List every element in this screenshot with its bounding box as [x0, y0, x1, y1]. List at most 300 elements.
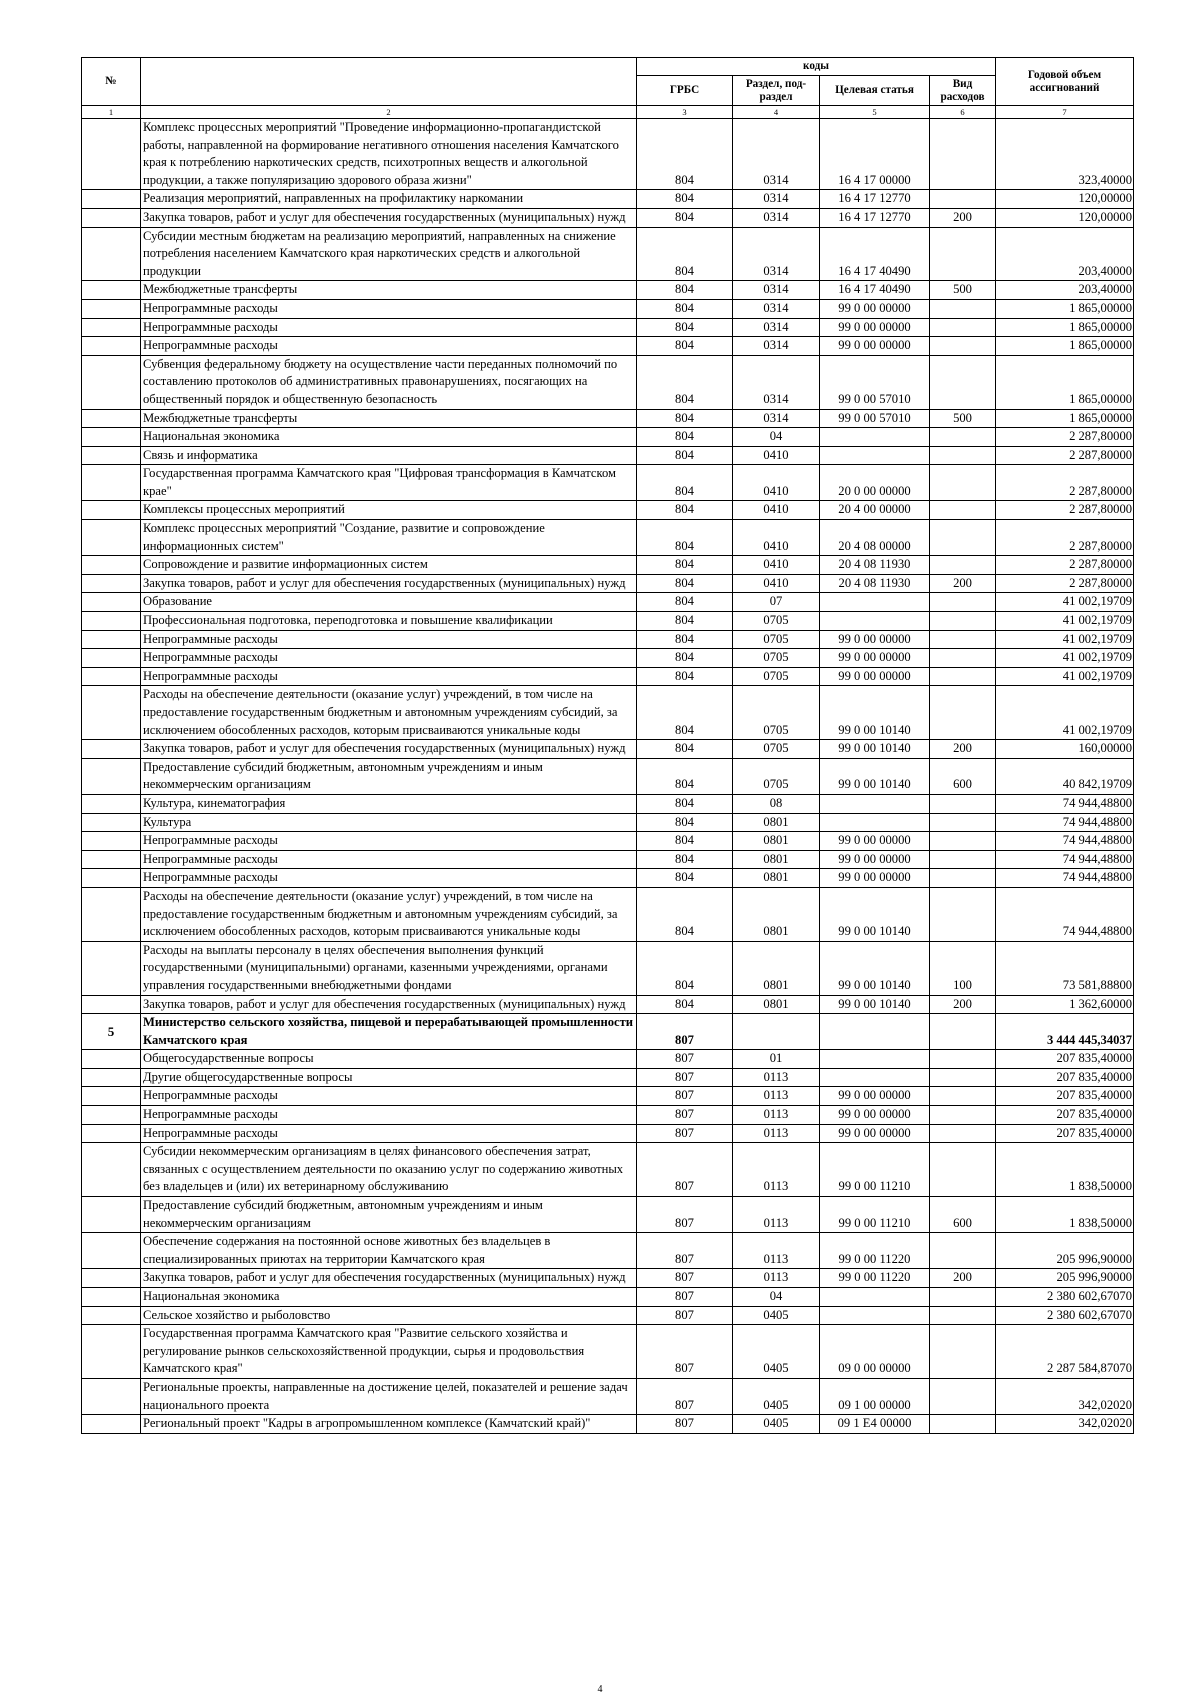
- header-grbs: ГРБС: [637, 76, 733, 106]
- row-name: Межбюджетные трансферты: [141, 409, 637, 428]
- row-amount: 2 287,80000: [996, 428, 1134, 447]
- row-target-article: 99 0 00 11220: [820, 1269, 930, 1288]
- page-number: 4: [597, 1684, 603, 1695]
- column-number: 2: [141, 106, 637, 119]
- table-row: [82, 574, 1134, 593]
- row-amount: 74 944,48800: [996, 794, 1134, 813]
- row-expense-type: 200: [930, 995, 996, 1014]
- row-name: Комплекс процессных мероприятий "Проведение информационно-пропагандистской работы, направленной на формирование негативного отношения населения Камчатского края к потреблению наркотических средств, психотропных веществ и алкогольной продукции, а также популяризацию здорового образа жизни": [141, 119, 637, 190]
- row-section-code: 08: [733, 794, 820, 813]
- row-number: [82, 208, 141, 227]
- row-number: [82, 355, 141, 409]
- row-grbs-code: 804: [637, 887, 733, 941]
- row-number: [82, 1233, 141, 1269]
- table-row: [82, 593, 1134, 612]
- table-row: [82, 740, 1134, 759]
- row-grbs-code: 804: [637, 428, 733, 447]
- row-expense-type: [930, 1325, 996, 1379]
- row-expense-type: [930, 649, 996, 668]
- row-target-article: 99 0 00 10140: [820, 686, 930, 740]
- row-target-article: 99 0 00 00000: [820, 1087, 930, 1106]
- row-section-code: 07: [733, 593, 820, 612]
- row-number: [82, 318, 141, 337]
- row-number: [82, 1050, 141, 1069]
- row-expense-type: 200: [930, 740, 996, 759]
- row-number: [82, 465, 141, 501]
- row-amount: 41 002,19709: [996, 686, 1134, 740]
- row-amount: 207 835,40000: [996, 1087, 1134, 1106]
- table-row: [82, 1124, 1134, 1143]
- row-section-code: 0314: [733, 299, 820, 318]
- row-section-code: 0314: [733, 337, 820, 356]
- row-number: [82, 758, 141, 794]
- row-number: [82, 1068, 141, 1087]
- row-expense-type: [930, 686, 996, 740]
- table-row: [82, 1197, 1134, 1233]
- row-amount: 342,02020: [996, 1415, 1134, 1434]
- column-number: 6: [930, 106, 996, 119]
- row-target-article: [820, 612, 930, 631]
- row-target-article: 99 0 00 00000: [820, 630, 930, 649]
- row-name: Министерство сельского хозяйства, пищевой и перерабатывающей промышленности Камчатского края: [141, 1014, 637, 1050]
- row-target-article: 99 0 00 00000: [820, 649, 930, 668]
- row-number: [82, 1415, 141, 1434]
- row-expense-type: [930, 1087, 996, 1106]
- row-number: [82, 686, 141, 740]
- row-grbs-code: 804: [637, 740, 733, 759]
- row-section-code: 0410: [733, 501, 820, 520]
- row-number: [82, 1288, 141, 1307]
- row-expense-type: [930, 190, 996, 209]
- row-grbs-code: 804: [637, 612, 733, 631]
- row-section-code: 0801: [733, 887, 820, 941]
- row-amount: 203,40000: [996, 281, 1134, 300]
- row-target-article: 20 4 00 00000: [820, 501, 930, 520]
- table-row: [82, 1415, 1134, 1434]
- row-amount: 205 996,90000: [996, 1233, 1134, 1269]
- row-expense-type: [930, 612, 996, 631]
- table-row: [82, 1068, 1134, 1087]
- column-number: 1: [82, 106, 141, 119]
- column-number: 4: [733, 106, 820, 119]
- row-grbs-code: 807: [637, 1197, 733, 1233]
- row-amount: 207 835,40000: [996, 1068, 1134, 1087]
- row-target-article: 09 0 00 00000: [820, 1325, 930, 1379]
- row-expense-type: [930, 832, 996, 851]
- row-amount: 41 002,19709: [996, 649, 1134, 668]
- row-name: Региональные проекты, направленные на достижение целей, показателей и решение задач национального проекта: [141, 1378, 637, 1414]
- row-amount: 2 287,80000: [996, 465, 1134, 501]
- row-grbs-code: 804: [637, 299, 733, 318]
- row-amount: 2 287,80000: [996, 446, 1134, 465]
- row-grbs-code: 804: [637, 520, 733, 556]
- row-amount: 2 287,80000: [996, 501, 1134, 520]
- row-number: [82, 574, 141, 593]
- row-expense-type: [930, 593, 996, 612]
- table-row: [82, 409, 1134, 428]
- table-row: [82, 850, 1134, 869]
- row-section-code: 0801: [733, 941, 820, 995]
- row-amount: 74 944,48800: [996, 887, 1134, 941]
- row-section-code: 0801: [733, 832, 820, 851]
- row-section-code: 0113: [733, 1124, 820, 1143]
- row-amount: 41 002,19709: [996, 667, 1134, 686]
- row-section-code: 0314: [733, 227, 820, 281]
- row-name: Непрограммные расходы: [141, 1087, 637, 1106]
- row-target-article: 20 4 08 00000: [820, 520, 930, 556]
- table-row: [82, 1143, 1134, 1197]
- row-section-code: 0113: [733, 1087, 820, 1106]
- row-grbs-code: 804: [637, 832, 733, 851]
- table-row: [82, 119, 1134, 190]
- row-name: Профессиональная подготовка, переподготовка и повышение квалификации: [141, 612, 637, 631]
- row-section-code: 0314: [733, 208, 820, 227]
- column-number: 3: [637, 106, 733, 119]
- row-amount: 1 362,60000: [996, 995, 1134, 1014]
- row-section-code: 0410: [733, 446, 820, 465]
- row-expense-type: [930, 794, 996, 813]
- row-number: [82, 1325, 141, 1379]
- table-row: [82, 520, 1134, 556]
- row-amount: 41 002,19709: [996, 593, 1134, 612]
- table-row: [82, 501, 1134, 520]
- row-name: Государственная программа Камчатского края "Цифровая трансформация в Камчатском крае": [141, 465, 637, 501]
- row-name: Образование: [141, 593, 637, 612]
- table-row: [82, 1106, 1134, 1125]
- row-expense-type: [930, 1288, 996, 1307]
- row-name: Обеспечение содержания на постоянной основе животных без владельцев в специализированных приютах на территории Камчатского края: [141, 1233, 637, 1269]
- row-name: Непрограммные расходы: [141, 1124, 637, 1143]
- row-grbs-code: 807: [637, 1306, 733, 1325]
- row-number: [82, 813, 141, 832]
- row-name: Связь и информатика: [141, 446, 637, 465]
- row-target-article: 16 4 17 12770: [820, 190, 930, 209]
- header-target-article: Целевая статья: [820, 76, 930, 106]
- row-number: [82, 1106, 141, 1125]
- row-number: [82, 1269, 141, 1288]
- row-target-article: 99 0 00 00000: [820, 1124, 930, 1143]
- row-amount: 74 944,48800: [996, 813, 1134, 832]
- row-name: Закупка товаров, работ и услуг для обеспечения государственных (муниципальных) нужд: [141, 995, 637, 1014]
- row-expense-type: [930, 869, 996, 888]
- table-row: [82, 465, 1134, 501]
- row-grbs-code: 807: [637, 1014, 733, 1050]
- table-row: [82, 995, 1134, 1014]
- table-row: [82, 1233, 1134, 1269]
- row-grbs-code: 807: [637, 1087, 733, 1106]
- header-annual-volume: Годовой объем ассигнований: [996, 58, 1134, 106]
- row-number: [82, 227, 141, 281]
- row-grbs-code: 804: [637, 227, 733, 281]
- row-grbs-code: 807: [637, 1106, 733, 1125]
- row-target-article: 99 0 00 00000: [820, 850, 930, 869]
- row-name: Закупка товаров, работ и услуг для обеспечения государственных (муниципальных) нужд: [141, 1269, 637, 1288]
- row-target-article: [820, 1068, 930, 1087]
- row-number: [82, 667, 141, 686]
- row-name: Предоставление субсидий бюджетным, автономным учреждениям и иным некоммерческим организациям: [141, 758, 637, 794]
- row-grbs-code: 807: [637, 1325, 733, 1379]
- row-number: [82, 887, 141, 941]
- row-target-article: 99 0 00 10140: [820, 995, 930, 1014]
- row-target-article: [820, 813, 930, 832]
- row-name: Непрограммные расходы: [141, 299, 637, 318]
- row-amount: 1 838,50000: [996, 1143, 1134, 1197]
- column-number: 7: [996, 106, 1134, 119]
- row-amount: 40 842,19709: [996, 758, 1134, 794]
- row-section-code: 0314: [733, 119, 820, 190]
- row-grbs-code: 804: [637, 465, 733, 501]
- row-amount: 2 380 602,67070: [996, 1306, 1134, 1325]
- row-target-article: 16 4 17 12770: [820, 208, 930, 227]
- row-number: 5: [82, 1014, 141, 1050]
- row-name: Культура: [141, 813, 637, 832]
- row-amount: 120,00000: [996, 190, 1134, 209]
- row-name: Непрограммные расходы: [141, 832, 637, 851]
- row-expense-type: [930, 1143, 996, 1197]
- row-grbs-code: 804: [637, 630, 733, 649]
- row-number: [82, 941, 141, 995]
- row-expense-type: [930, 428, 996, 447]
- row-section-code: 0410: [733, 574, 820, 593]
- row-amount: 41 002,19709: [996, 630, 1134, 649]
- row-amount: 1 838,50000: [996, 1197, 1134, 1233]
- row-grbs-code: 807: [637, 1415, 733, 1434]
- row-amount: 2 287,80000: [996, 556, 1134, 575]
- row-section-code: 0113: [733, 1106, 820, 1125]
- row-section-code: 0801: [733, 995, 820, 1014]
- row-name: Государственная программа Камчатского края "Развитие сельского хозяйства и регулирование рынков сельскохозяйственной продукции, сырья и продовольствия Камчатского края": [141, 1325, 637, 1379]
- row-section-code: 0705: [733, 667, 820, 686]
- row-grbs-code: 804: [637, 574, 733, 593]
- row-expense-type: [930, 520, 996, 556]
- row-target-article: [820, 593, 930, 612]
- table-row: [82, 299, 1134, 318]
- row-expense-type: 200: [930, 574, 996, 593]
- row-expense-type: [930, 1233, 996, 1269]
- row-number: [82, 556, 141, 575]
- row-expense-type: [930, 630, 996, 649]
- table-row: [82, 1014, 1134, 1050]
- row-amount: 2 380 602,67070: [996, 1288, 1134, 1307]
- row-name: Комплекс процессных мероприятий "Создание, развитие и сопровождение информационных систем": [141, 520, 637, 556]
- row-name: Сопровождение и развитие информационных систем: [141, 556, 637, 575]
- row-expense-type: [930, 556, 996, 575]
- row-target-article: [820, 1050, 930, 1069]
- row-name: Непрограммные расходы: [141, 1106, 637, 1125]
- row-section-code: 0314: [733, 355, 820, 409]
- row-section-code: 0801: [733, 813, 820, 832]
- column-number: 5: [820, 106, 930, 119]
- row-grbs-code: 804: [637, 686, 733, 740]
- row-number: [82, 612, 141, 631]
- row-target-article: 99 0 00 10140: [820, 740, 930, 759]
- row-expense-type: [930, 299, 996, 318]
- row-amount: 1 865,00000: [996, 337, 1134, 356]
- row-name: Культура, кинематография: [141, 794, 637, 813]
- row-section-code: 0405: [733, 1378, 820, 1414]
- row-target-article: 99 0 00 00000: [820, 337, 930, 356]
- row-name: Региональный проект "Кадры в агропромышленном комплексе (Камчатский край)": [141, 1415, 637, 1434]
- table-row: [82, 355, 1134, 409]
- row-grbs-code: 804: [637, 409, 733, 428]
- row-section-code: 0405: [733, 1415, 820, 1434]
- row-grbs-code: 804: [637, 794, 733, 813]
- header-expense-type: Вид расходов: [930, 76, 996, 106]
- row-target-article: 99 0 00 00000: [820, 832, 930, 851]
- table-row: [82, 1087, 1134, 1106]
- table-row: [82, 1288, 1134, 1307]
- row-expense-type: [930, 1415, 996, 1434]
- row-section-code: 0705: [733, 758, 820, 794]
- row-target-article: [820, 1014, 930, 1050]
- row-target-article: 99 0 00 10140: [820, 887, 930, 941]
- header-number: №: [82, 58, 141, 106]
- table-row: [82, 208, 1134, 227]
- row-amount: 1 865,00000: [996, 299, 1134, 318]
- row-name: Непрограммные расходы: [141, 630, 637, 649]
- row-grbs-code: 807: [637, 1068, 733, 1087]
- row-amount: 3 444 445,34037: [996, 1014, 1134, 1050]
- row-amount: 207 835,40000: [996, 1050, 1134, 1069]
- row-number: [82, 446, 141, 465]
- row-expense-type: [930, 337, 996, 356]
- row-name: Общегосударственные вопросы: [141, 1050, 637, 1069]
- row-grbs-code: 807: [637, 1378, 733, 1414]
- row-target-article: 99 0 00 11210: [820, 1143, 930, 1197]
- row-name: Субвенция федеральному бюджету на осуществление части переданных полномочий по составлению протоколов об административных правонарушениях, посягающих на общественный порядок и общественную безопасность: [141, 355, 637, 409]
- row-grbs-code: 804: [637, 941, 733, 995]
- row-section-code: 01: [733, 1050, 820, 1069]
- table-row: [82, 428, 1134, 447]
- row-amount: 2 287 584,87070: [996, 1325, 1134, 1379]
- row-name: Комплексы процессных мероприятий: [141, 501, 637, 520]
- row-grbs-code: 804: [637, 355, 733, 409]
- row-number: [82, 649, 141, 668]
- row-target-article: 20 4 08 11930: [820, 574, 930, 593]
- row-section-code: 0410: [733, 465, 820, 501]
- row-expense-type: [930, 318, 996, 337]
- row-number: [82, 119, 141, 190]
- row-grbs-code: 804: [637, 501, 733, 520]
- row-amount: 160,00000: [996, 740, 1134, 759]
- table-row: [82, 318, 1134, 337]
- row-amount: 73 581,88800: [996, 941, 1134, 995]
- table-row: [82, 667, 1134, 686]
- row-amount: 74 944,48800: [996, 832, 1134, 851]
- row-number: [82, 740, 141, 759]
- row-section-code: 0705: [733, 630, 820, 649]
- row-expense-type: 500: [930, 409, 996, 428]
- row-target-article: [820, 1306, 930, 1325]
- row-target-article: 99 0 00 10140: [820, 758, 930, 794]
- row-number: [82, 1197, 141, 1233]
- row-grbs-code: 807: [637, 1124, 733, 1143]
- row-grbs-code: 807: [637, 1233, 733, 1269]
- table-row: [82, 337, 1134, 356]
- row-number: [82, 337, 141, 356]
- table-row: [82, 1325, 1134, 1379]
- row-expense-type: [930, 465, 996, 501]
- row-section-code: 0705: [733, 740, 820, 759]
- row-grbs-code: 804: [637, 758, 733, 794]
- row-expense-type: [930, 1124, 996, 1143]
- row-grbs-code: 804: [637, 190, 733, 209]
- row-amount: 41 002,19709: [996, 612, 1134, 631]
- row-section-code: 0314: [733, 409, 820, 428]
- row-expense-type: [930, 813, 996, 832]
- header-section: Раздел, под-раздел: [733, 76, 820, 106]
- table-row: [82, 556, 1134, 575]
- row-target-article: 16 4 17 40490: [820, 227, 930, 281]
- table-row: [82, 630, 1134, 649]
- row-name: Расходы на обеспечение деятельности (оказание услуг) учреждений, в том числе на предоставление государственным бюджетным и автономным учреждениям субсидий, за исключением обособленных расходов, которым присваиваются уникальные коды: [141, 887, 637, 941]
- row-target-article: 09 1 E4 00000: [820, 1415, 930, 1434]
- table-row: [82, 869, 1134, 888]
- row-name: Межбюджетные трансферты: [141, 281, 637, 300]
- row-grbs-code: 807: [637, 1288, 733, 1307]
- row-expense-type: 500: [930, 281, 996, 300]
- row-expense-type: [930, 1106, 996, 1125]
- row-expense-type: [930, 850, 996, 869]
- row-target-article: 99 0 00 57010: [820, 355, 930, 409]
- row-grbs-code: 804: [637, 813, 733, 832]
- row-target-article: 99 0 00 00000: [820, 318, 930, 337]
- row-amount: 74 944,48800: [996, 850, 1134, 869]
- row-amount: 1 865,00000: [996, 318, 1134, 337]
- header-name: [141, 58, 637, 106]
- row-grbs-code: 804: [637, 446, 733, 465]
- row-section-code: [733, 1014, 820, 1050]
- row-target-article: [820, 428, 930, 447]
- row-name: Сельское хозяйство и рыболовство: [141, 1306, 637, 1325]
- row-amount: 1 865,00000: [996, 355, 1134, 409]
- row-amount: 342,02020: [996, 1378, 1134, 1414]
- row-section-code: 0705: [733, 612, 820, 631]
- row-expense-type: [930, 1014, 996, 1050]
- row-expense-type: [930, 1068, 996, 1087]
- row-grbs-code: 807: [637, 1269, 733, 1288]
- row-target-article: 99 0 00 00000: [820, 1106, 930, 1125]
- table-row: [82, 612, 1134, 631]
- row-expense-type: [930, 119, 996, 190]
- row-number: [82, 520, 141, 556]
- row-target-article: 09 1 00 00000: [820, 1378, 930, 1414]
- table-row: [82, 1050, 1134, 1069]
- row-number: [82, 869, 141, 888]
- row-number: [82, 1378, 141, 1414]
- row-number: [82, 190, 141, 209]
- row-number: [82, 299, 141, 318]
- row-amount: 207 835,40000: [996, 1124, 1134, 1143]
- row-name: Непрограммные расходы: [141, 649, 637, 668]
- row-section-code: 0113: [733, 1068, 820, 1087]
- row-number: [82, 501, 141, 520]
- table-body: [82, 119, 1134, 1434]
- table-header: [82, 58, 1134, 119]
- row-target-article: 99 0 00 00000: [820, 869, 930, 888]
- row-amount: 120,00000: [996, 208, 1134, 227]
- row-section-code: 04: [733, 428, 820, 447]
- row-grbs-code: 804: [637, 869, 733, 888]
- row-expense-type: 600: [930, 758, 996, 794]
- table-row: [82, 686, 1134, 740]
- row-number: [82, 428, 141, 447]
- row-grbs-code: 804: [637, 649, 733, 668]
- table-row: [82, 813, 1134, 832]
- row-name: Реализация мероприятий, направленных на профилактику наркомании: [141, 190, 637, 209]
- row-name: Национальная экономика: [141, 1288, 637, 1307]
- table-row: [82, 941, 1134, 995]
